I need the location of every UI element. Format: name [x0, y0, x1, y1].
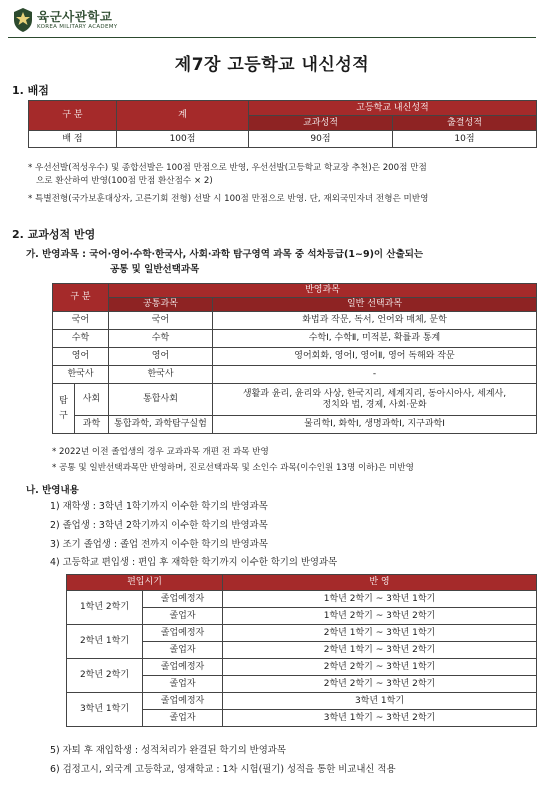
header-total: 계 [117, 101, 249, 131]
header-gubun: 구 분 [29, 101, 117, 131]
table-row [67, 693, 537, 710]
note-common-elective-only: * 공통 및 일반선택과목만 반영하며, 진로선택과목 및 소인수 과목(이수인원 13명 이하)은 미반영 [52, 463, 414, 473]
table-row [67, 625, 537, 642]
page-title: 제7장 고등학교 내신성적 [174, 55, 370, 75]
header-divider [8, 37, 536, 38]
logo-korean-text: 육군사관학교 [37, 9, 113, 24]
header-reflection: 반 영 [223, 575, 537, 591]
table-row [53, 312, 537, 330]
reflection-range: 2학년 1학기 ~ 3학년 2학기 [223, 642, 537, 659]
score-allocation-table [28, 100, 537, 148]
elective-line-2: 정치와 법, 경제, 사회·문화 [322, 399, 427, 410]
academy-emblem-icon [12, 7, 34, 33]
list-item: 3) 조기 졸업생 : 졸업 전까지 이수한 학기의 반영과목 [50, 539, 268, 550]
row-label: 배 점 [29, 131, 117, 148]
student-type: 졸업자 [143, 676, 223, 693]
student-type: 졸업자 [143, 608, 223, 625]
note-line-2: 으로 환산하여 반영(100점 만점 환산점수 × 2) [36, 176, 213, 186]
transfer-period-table [66, 574, 537, 727]
inquiry-char-2: 구 [59, 410, 68, 421]
elective-subjects: 물리학Ⅰ, 화학Ⅰ, 생명과학Ⅰ, 지구과학Ⅰ [213, 416, 537, 434]
table-row [67, 591, 537, 608]
note-pre-2022: * 2022년 이전 졸업생의 경우 교과과목 개편 전 과목 반영 [52, 447, 269, 457]
common-subject: 수학 [109, 330, 213, 348]
note-priority-selection [28, 162, 536, 188]
table-row [53, 416, 537, 434]
elective-subjects: - [213, 366, 537, 384]
common-subject: 통합사회 [109, 384, 213, 416]
list-item: 4) 고등학교 편입생 : 편입 후 재학한 학기까지 이수한 학기의 반영과목 [50, 557, 338, 568]
cell-attendance-grade: 10점 [393, 131, 537, 148]
inquiry-label [53, 384, 75, 434]
elective-line-1: 생활과 윤리, 윤리와 사상, 한국지리, 세계지리, 동아시아사, 세계사, [242, 388, 507, 399]
header-elective-subject: 일반 선택과목 [213, 298, 537, 312]
section-2-heading: 2. 교과성적 반영 [12, 228, 96, 241]
header-common-subject: 공통과목 [109, 298, 213, 312]
subject-social: 사회 [75, 384, 109, 416]
elective-subjects: 수학Ⅰ, 수학Ⅱ, 미적분, 확률과 통계 [213, 330, 537, 348]
header-attendance-grade: 출결성적 [393, 116, 537, 131]
student-type: 졸업예정자 [143, 659, 223, 676]
header-school-grade: 고등학교 내신성적 [249, 101, 537, 116]
elective-subjects: 화법과 작문, 독서, 언어와 매체, 문학 [213, 312, 537, 330]
common-subject: 한국사 [109, 366, 213, 384]
transfer-period: 2학년 1학기 [67, 625, 143, 659]
reflection-range: 3학년 1학기 [223, 693, 537, 710]
subsection-ga-line1: 가. 반영과목 : 국어·영어·수학·한국사, 사회·과학 탐구영역 과목 중 석차등급(1~9)이 산출되는 [26, 249, 424, 260]
table-row [53, 366, 537, 384]
academy-logo [12, 7, 117, 33]
subject-korean: 국어 [53, 312, 109, 330]
reflection-range: 2학년 1학기 ~ 3학년 1학기 [223, 625, 537, 642]
page-header [8, 5, 536, 39]
transfer-period: 1학년 2학기 [67, 591, 143, 625]
table-row [67, 659, 537, 676]
reflection-range: 2학년 2학기 ~ 3학년 2학기 [223, 676, 537, 693]
list-item: 5) 자퇴 후 재입학생 : 성적처리가 완결된 학기의 반영과목 [50, 745, 286, 756]
subject-english: 영어 [53, 348, 109, 366]
reflected-subjects-table [52, 283, 537, 434]
subsection-ga-line2: 공통 및 일반선택과목 [110, 264, 200, 275]
table-row [53, 348, 537, 366]
list-item: 1) 재학생 : 3학년 1학기까지 이수한 학기의 반영과목 [50, 501, 268, 512]
list-item: 6) 검정고시, 외국계 고등학교, 영재학교 : 1차 시험(필기) 성적을 통한 비교내신 적용 [50, 764, 396, 775]
header-subject-grade: 교과성적 [249, 116, 393, 131]
subject-math: 수학 [53, 330, 109, 348]
note-special-selection: * 특별전형(국가보훈대상자, 고른기회 전형) 선발 시 100점 만점으로 반영. 단, 재외국민자녀 전형은 미반영 [28, 194, 429, 204]
transfer-period: 2학년 2학기 [67, 659, 143, 693]
common-subject: 국어 [109, 312, 213, 330]
header-reflected-subjects: 반영과목 [109, 284, 537, 298]
logo-english-text: KOREA MILITARY ACADEMY [37, 24, 118, 30]
inquiry-char-1: 탐 [59, 395, 68, 406]
cell-total: 100점 [117, 131, 249, 148]
elective-subjects [213, 384, 537, 416]
reflection-range: 1학년 2학기 ~ 3학년 2학기 [223, 608, 537, 625]
student-type: 졸업예정자 [143, 625, 223, 642]
table-row [53, 384, 537, 416]
reflection-range: 2학년 2학기 ~ 3학년 1학기 [223, 659, 537, 676]
header-transfer-period: 편입시기 [67, 575, 223, 591]
table-row [53, 330, 537, 348]
list-item: 2) 졸업생 : 3학년 2학기까지 이수한 학기의 반영과목 [50, 520, 268, 531]
student-type: 졸업자 [143, 642, 223, 659]
student-type: 졸업자 [143, 710, 223, 727]
header-gubun: 구 분 [53, 284, 109, 312]
student-type: 졸업예정자 [143, 591, 223, 608]
transfer-period: 3학년 1학기 [67, 693, 143, 727]
elective-subjects: 영어회화, 영어Ⅰ, 영어Ⅱ, 영어 독해와 작문 [213, 348, 537, 366]
note-line-1: * 우선선발(적성우수) 및 종합선발은 100점 만점으로 반영, 우선선발(고등학교 학교장 추천)은 200점 만점 [28, 163, 427, 173]
common-subject: 통합과학, 과학탐구실험 [109, 416, 213, 434]
student-type: 졸업예정자 [143, 693, 223, 710]
common-subject: 영어 [109, 348, 213, 366]
cell-subject-grade: 90점 [249, 131, 393, 148]
subject-science: 과학 [75, 416, 109, 434]
subsection-na: 나. 반영내용 [26, 485, 79, 496]
subject-korean-history: 한국사 [53, 366, 109, 384]
reflection-range: 3학년 1학기 ~ 3학년 2학기 [223, 710, 537, 727]
reflection-range: 1학년 2학기 ~ 3학년 1학기 [223, 591, 537, 608]
section-1-heading: 1. 배점 [12, 84, 49, 97]
